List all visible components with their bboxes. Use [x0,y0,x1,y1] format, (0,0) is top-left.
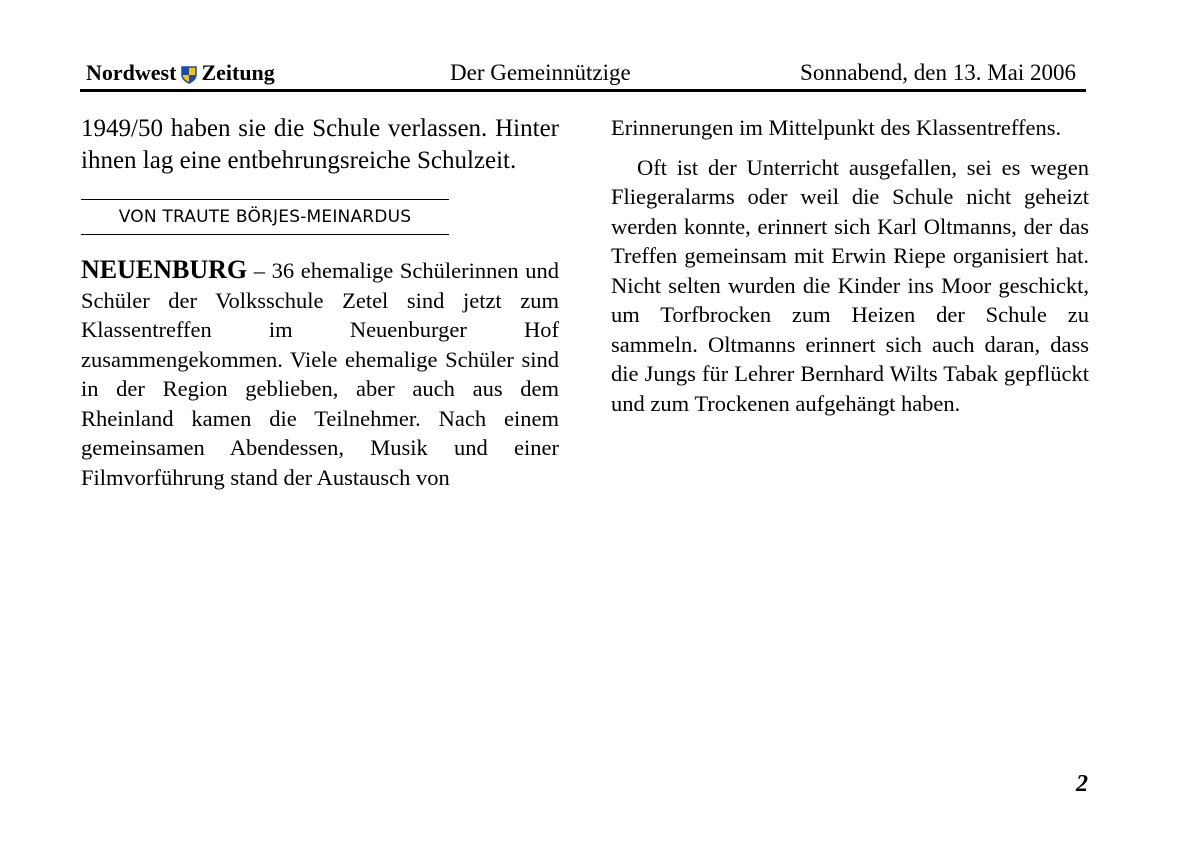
page-number: 2 [1076,771,1088,797]
issue-date: Sonnabend, den 13. Mai 2006 [800,60,1076,85]
right-column [611,113,1089,418]
article-dateline: NEUENBURG [81,255,248,284]
article-lead: 1949/50 haben sie die Schule verlassen. Hinter ihnen lag eine entbehrungsreiche Schulzeit. [81,115,559,174]
byline [81,199,449,235]
brand-name-right: Zeitung [201,60,275,85]
article-paragraph-2: Oft ist der Unterricht ausgefallen, sei es wegen Fliegeralarms oder weil die Schule nicht geheizt werden konnte, erinnert sich Karl Oltmanns, der das Treffen gemeinsam mit Erwin Riepe organisiert hat. Nicht selten wurden die Kinder ins Moor geschickt, um Torfbrocken zum Heizen der Schule zu sammeln. Oltmanns erinnert sich auch daran, dass die Jungs für Lehrer Bernhard Wilts Tabak gepflückt und zum Trockenen aufgehängt haben. [611,154,1089,416]
left-column [81,113,559,492]
article-paragraph-1 [81,255,559,492]
article-paragraph-1-continued: Erinnerungen im Mittelpunkt des Klassentreffens. [611,115,1062,140]
section-title: Der Gemeinnützige [450,60,631,85]
masthead [86,56,1086,90]
newspaper-brand [86,60,275,86]
header-divider [80,89,1086,92]
paragraph-1-text: 36 ehemalige Schülerinnen und Schüler der Volksschule Zetel sind jetzt zum Klassentreffen im Neuenburger Hof zusammengekommen. Viele ehemalige Schüler sind in der Region geblieben, aber auch aus dem Rheinland kamen die Teilnehmer. Nach einem gemeinsamen Abendessen, Musik und einer Filmvorführung stand der Austausch von [81,258,560,490]
dateline-separator: – [247,258,272,283]
byline-author: VON TRAUTE BÖRJES-MEINARDUS [118,207,412,227]
brand-name-left: Nordwest [86,60,177,85]
coat-of-arms-icon [181,64,197,82]
